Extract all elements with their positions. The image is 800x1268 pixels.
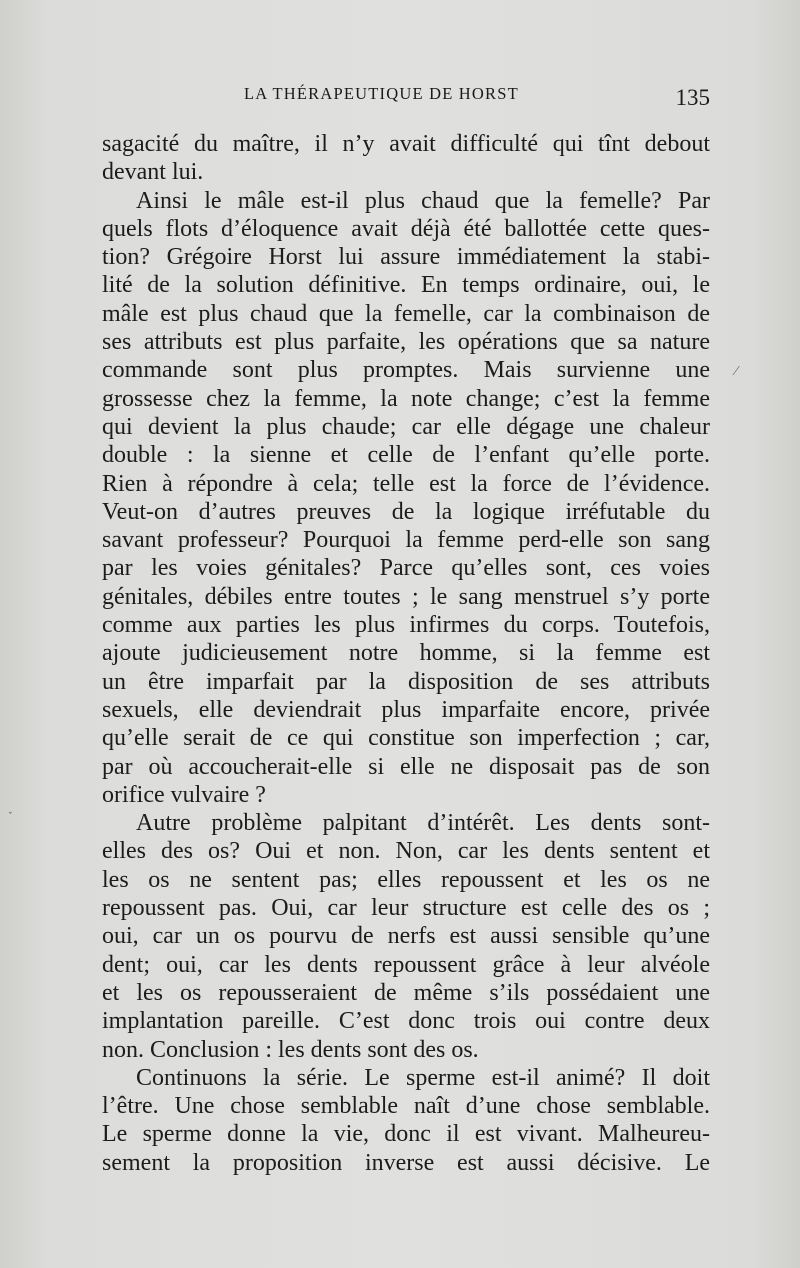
text-line: Veut-on d’autres preuves de la logique irréfutable du [102, 498, 710, 525]
text-line: lité de la solution définitive. En temps ordinaire, oui, le [102, 272, 710, 299]
text-line: quels flots d’éloquence avait déjà été ballottée cette ques- [102, 215, 710, 242]
text-line: qui devient la plus chaude; car elle dégage une chaleur [102, 413, 710, 440]
text-line: Continuons la série. Le sperme est-il animé? Il doit [136, 1064, 710, 1091]
text-line: Rien à répondre à cela; telle est la force de l’évidence. [102, 470, 710, 497]
text-line: sexuels, elle deviendrait plus imparfaite encore, privée [102, 696, 710, 723]
text-line: qu’elle serait de ce qui constitue son imperfection ; car, [102, 725, 710, 752]
text-line: ses attributs est plus parfaite, les opérations que sa nature [102, 329, 710, 356]
text-line: Le sperme donne la vie, donc il est vivant. Malheureu- [102, 1121, 710, 1148]
text-line: double : la sienne et celle de l’enfant qu’elle porte. [102, 442, 710, 469]
text-line: repoussent pas. Oui, car leur structure est celle des os ; [102, 895, 710, 922]
text-line: les os ne sentent pas; elles repoussent et les os ne [102, 866, 710, 893]
margin-tick-mark: ⁄ [735, 364, 738, 379]
text-line: Ainsi le mâle est-il plus chaud que la femelle? Par [136, 187, 710, 214]
text-line: par les voies génitales? Parce qu’elles sont, ces voies [102, 555, 710, 582]
text-line: non. Conclusion : les dents sont des os. [102, 1036, 479, 1063]
text-line: grossesse chez la femme, la note change; c’est la femme [102, 385, 710, 412]
text-line: et les os repousseraient de même s’ils possédaient une [102, 979, 710, 1006]
text-line: sement la proposition inverse est aussi décisive. Le [102, 1149, 710, 1176]
page-number: 135 [675, 85, 710, 110]
text-line: implantation pareille. C’est donc trois oui contre deux [102, 1008, 710, 1035]
running-head: LA THÉRAPEUTIQUE DE HORST [244, 84, 519, 103]
text-line: oui, car un os pourvu de nerfs est aussi sensible qu’une [102, 923, 710, 950]
text-line: génitales, débiles entre toutes ; le sang menstruel s’y porte [102, 583, 710, 610]
text-line: un être imparfait par la disposition de ses attributs [102, 668, 710, 695]
text-line: mâle est plus chaud que la femelle, car la combinaison de [102, 300, 710, 327]
text-line: commande sont plus promptes. Mais survienne une [102, 357, 710, 384]
margin-tick-mark: ˯ [8, 800, 13, 815]
text-line: Autre problème palpitant d’intérêt. Les dents sont- [136, 810, 710, 837]
text-line: l’être. Une chose semblable naît d’une chose semblable. [102, 1093, 710, 1120]
text-line: savant professeur? Pourquoi la femme perd-elle son sang [102, 527, 710, 554]
text-line: sagacité du maître, il n’y avait difficulté qui tînt debout [102, 131, 710, 157]
body-text [102, 130, 710, 1177]
page-header [102, 84, 710, 114]
text-line: tion? Grégoire Horst lui assure immédiatement la stabi- [102, 244, 710, 271]
text-line: devant lui. [102, 159, 204, 186]
text-line: dent; oui, car les dents repoussent grâce à leur alvéole [102, 951, 710, 978]
text-line: comme aux parties les plus infirmes du corps. Toutefois, [102, 612, 710, 639]
text-line: elles des os? Oui et non. Non, car les dents sentent et [102, 838, 710, 865]
text-line: orifice vulvaire ? [102, 781, 266, 808]
text-line: ajoute judicieusement notre homme, si la femme est [102, 640, 710, 667]
text-line: par où accoucherait-elle si elle ne disposait pas de son [102, 753, 710, 780]
